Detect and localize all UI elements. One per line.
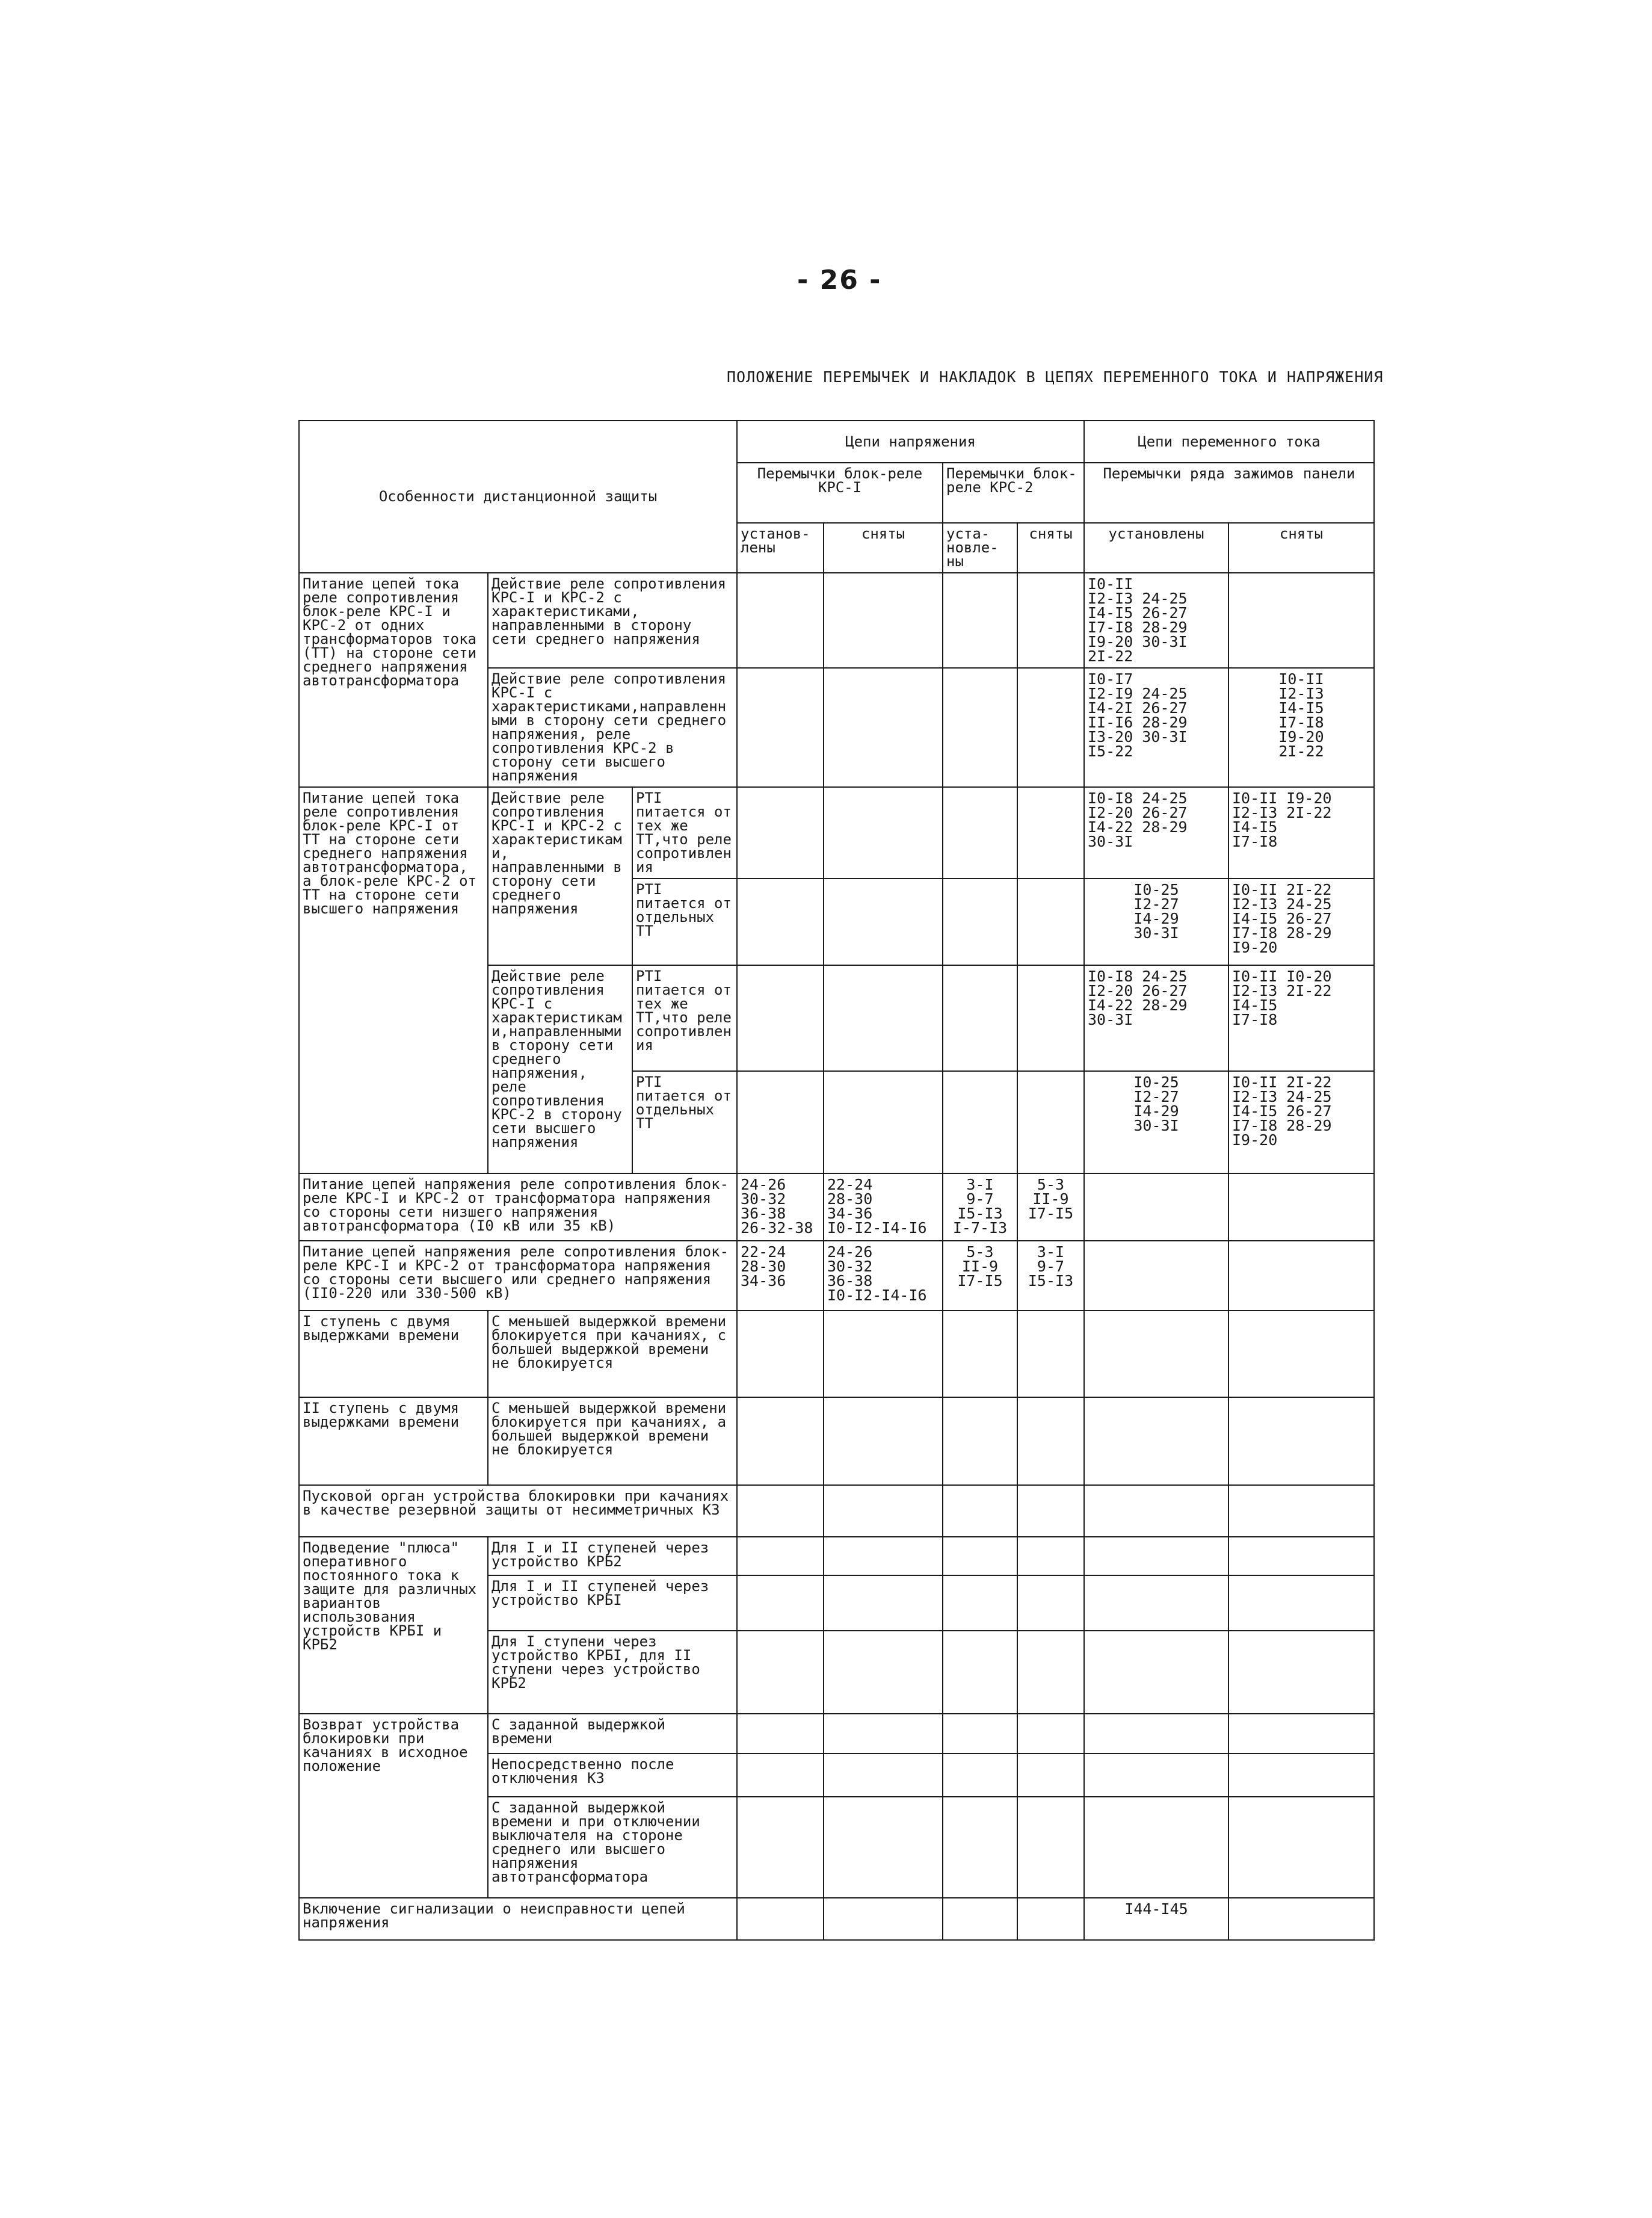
group2-b2-note: PTI питается от отдельных ТТ xyxy=(632,1071,737,1173)
vmid-label: Питание цепей напряжения реле сопротивления блок-реле КРС-I и КРС-2 от трансформатора напряжения со стороны сети высшего или среднего напряжения (II0-220 или 330-500 кВ) xyxy=(299,1241,737,1311)
vlow-krs2-removed: 5-3 II-9 I7-I5 xyxy=(1017,1173,1084,1241)
installed-panel-header: установлены xyxy=(1084,523,1228,573)
group2-a1-removed: I0-II I9-20 I2-I3 2I-22 I4-I5 I7-I8 xyxy=(1228,787,1374,879)
page-number: - 26 - xyxy=(797,265,882,295)
stage2-label: II ступень с двумя выдержками времени xyxy=(299,1397,488,1485)
signal-label: Включение сигнализации о неисправности цепей напряжения xyxy=(299,1898,737,1940)
group2-a1-installed: I0-I8 24-25 I2-20 26-27 I4-22 28-29 30-3I xyxy=(1084,787,1228,879)
table-row xyxy=(299,573,1374,668)
reset-r3: С заданной выдержкой времени и при отключении выключателя на стороне среднего или высшего напряжения автотрансформатора xyxy=(488,1797,737,1898)
vmid-krs2-installed: 5-3 II-9 I7-I5 xyxy=(943,1241,1017,1311)
group2-b2-removed: I0-II 2I-22 I2-I3 24-25 I4-I5 26-27 I7-I8 28-29 I9-20 xyxy=(1228,1071,1374,1173)
group1-r2-desc: Действие реле сопротивления КРС-I с характеристиками,направленными в сторону сети среднего напряжения, реле сопротивления КРС-2 в сторону сети высшего напряжения xyxy=(488,668,737,787)
signal-installed: I44-I45 xyxy=(1084,1898,1228,1940)
removed-krs1-header: сняты xyxy=(824,523,943,573)
reset-r1: С заданной выдержкой времени xyxy=(488,1714,737,1753)
group2-label: Питание цепей тока реле сопротивления блок-реле КРС-I от ТТ на стороне сети среднего напряжения автотрансформатора, а блок-реле КРС-2 от ТТ на стороне сети высшего напряжения xyxy=(299,787,488,1173)
krs1-jumpers-header: Перемычки блок-реле КРС-I xyxy=(737,463,943,523)
group2-a2-installed: I0-25 I2-27 I4-29 30-3I xyxy=(1084,879,1228,965)
group2-b1-removed: I0-II I0-20 I2-I3 2I-22 I4-I5 I7-I8 xyxy=(1228,965,1374,1071)
group2-b1-note: PTI питается от тех же ТТ,что реле сопротивления xyxy=(632,965,737,1071)
vlow-krs1-installed: 24-26 30-32 36-38 26-32-38 xyxy=(737,1173,824,1241)
panel-jumpers-header: Перемычки ряда зажимов панели xyxy=(1084,463,1374,523)
installed-krs2-header: уста- новле- ны xyxy=(943,523,1017,573)
voltage-circuits-header: Цепи напряжения xyxy=(737,421,1084,463)
group1-r1-desc: Действие реле сопротивления КРС-I и КРС-2 с характеристиками, направленными в сторону сети среднего напряжения xyxy=(488,573,737,668)
jumper-table xyxy=(298,420,1375,1941)
current-circuits-header: Цепи переменного тока xyxy=(1084,421,1374,463)
stage1-desc: С меньшей выдержкой времени блокируется при качаниях, с большей выдержкой времени не блокируется xyxy=(488,1311,737,1397)
vlow-krs2-installed: 3-I 9-7 I5-I3 I-7-I3 xyxy=(943,1173,1017,1241)
group2-a2-note: PTI питается от отдельных ТТ xyxy=(632,879,737,965)
vmid-krs1-installed: 22-24 28-30 34-36 xyxy=(737,1241,824,1311)
stage1-label: I ступень с двумя выдержками времени xyxy=(299,1311,488,1397)
stage2-desc: С меньшей выдержкой времени блокируется при качаниях, а большей выдержкой времени не блокируется xyxy=(488,1397,737,1485)
plus-r2: Для I и II ступеней через устройство КРБI xyxy=(488,1575,737,1631)
vmid-krs2-removed: 3-I 9-7 I5-I3 xyxy=(1017,1241,1084,1311)
table-row xyxy=(299,1311,1374,1397)
table-row xyxy=(299,787,1374,879)
starter-label: Пусковой орган устройства блокировки при качаниях в качестве резервной защиты от несимметричных КЗ xyxy=(299,1485,737,1537)
vlow-label: Питание цепей напряжения реле сопротивления блок-реле КРС-I и КРС-2 от трансформатора напряжения со стороны сети низшего напряжения автотрансформатора (I0 кВ или 35 кВ) xyxy=(299,1173,737,1241)
header-row-1 xyxy=(299,421,1374,463)
vmid-krs1-removed: 24-26 30-32 36-38 I0-I2-I4-I6 xyxy=(824,1241,943,1311)
table-row xyxy=(299,1173,1374,1241)
features-header: Особенности дистанционной защиты xyxy=(299,421,737,573)
removed-krs2-header: сняты xyxy=(1017,523,1084,573)
krs2-jumpers-header: Перемычки блок-реле КРС-2 xyxy=(943,463,1084,523)
group1-r2-removed: I0-II I2-I3 I4-I5 I7-I8 I9-20 2I-22 xyxy=(1228,668,1374,787)
group2-b-desc: Действие реле сопротивления КРС-I с характеристиками,направленными в сторону сети среднего напряжения, реле сопротивления КРС-2 в сторону сети высшего напряжения xyxy=(488,965,632,1173)
table-heading: ПОЛОЖЕНИЕ ПЕРЕМЫЧЕК И НАКЛАДОК В ЦЕПЯХ ПЕРЕМЕННОГО ТОКА И НАПРЯЖЕНИЯ xyxy=(727,368,1384,386)
group2-a1-note: PTI питается от тех же ТТ,что реле сопротивления xyxy=(632,787,737,879)
table-row xyxy=(299,1898,1374,1940)
plus-label: Подведение "плюса" оперативного постоянного тока к защите для различных вариантов использования устройств КРБI и КРБ2 xyxy=(299,1537,488,1714)
table-row xyxy=(299,1537,1374,1575)
installed-krs1-header: установ- лены xyxy=(737,523,824,573)
group2-b1-installed: I0-I8 24-25 I2-20 26-27 I4-22 28-29 30-3I xyxy=(1084,965,1228,1071)
group2-a-desc: Действие реле сопротивления КРС-I и КРС-2 с характеристиками, направленными в сторону сети среднего напряжения xyxy=(488,787,632,965)
group1-r2-installed: I0-I7 I2-I9 24-25 I4-2I 26-27 II-I6 28-29 I3-20 30-3I I5-22 xyxy=(1084,668,1228,787)
table-row xyxy=(299,1397,1374,1485)
vlow-krs1-removed: 22-24 28-30 34-36 I0-I2-I4-I6 xyxy=(824,1173,943,1241)
table-row xyxy=(299,1714,1374,1753)
group2-a2-removed: I0-II 2I-22 I2-I3 24-25 I4-I5 26-27 I7-I8 28-29 I9-20 xyxy=(1228,879,1374,965)
plus-r1: Для I и II ступеней через устройство КРБ2 xyxy=(488,1537,737,1575)
removed-panel-header: сняты xyxy=(1228,523,1374,573)
reset-label: Возврат устройства блокировки при качаниях в исходное положение xyxy=(299,1714,488,1898)
table-row xyxy=(299,1241,1374,1311)
group2-b2-installed: I0-25 I2-27 I4-29 30-3I xyxy=(1084,1071,1228,1173)
reset-r2: Непосредственно после отключения КЗ xyxy=(488,1753,737,1797)
group1-r1-installed: I0-II I2-I3 24-25 I4-I5 26-27 I7-I8 28-29 I9-20 30-3I 2I-22 xyxy=(1084,573,1228,668)
plus-r3: Для I ступени через устройство КРБI, для II ступени через устройство КРБ2 xyxy=(488,1631,737,1714)
group1-label: Питание цепей тока реле сопротивления блок-реле КРС-I и КРС-2 от одних трансформаторов тока (ТТ) на стороне сети среднего напряжения автотрансформатора xyxy=(299,573,488,787)
table-row xyxy=(299,1485,1374,1537)
